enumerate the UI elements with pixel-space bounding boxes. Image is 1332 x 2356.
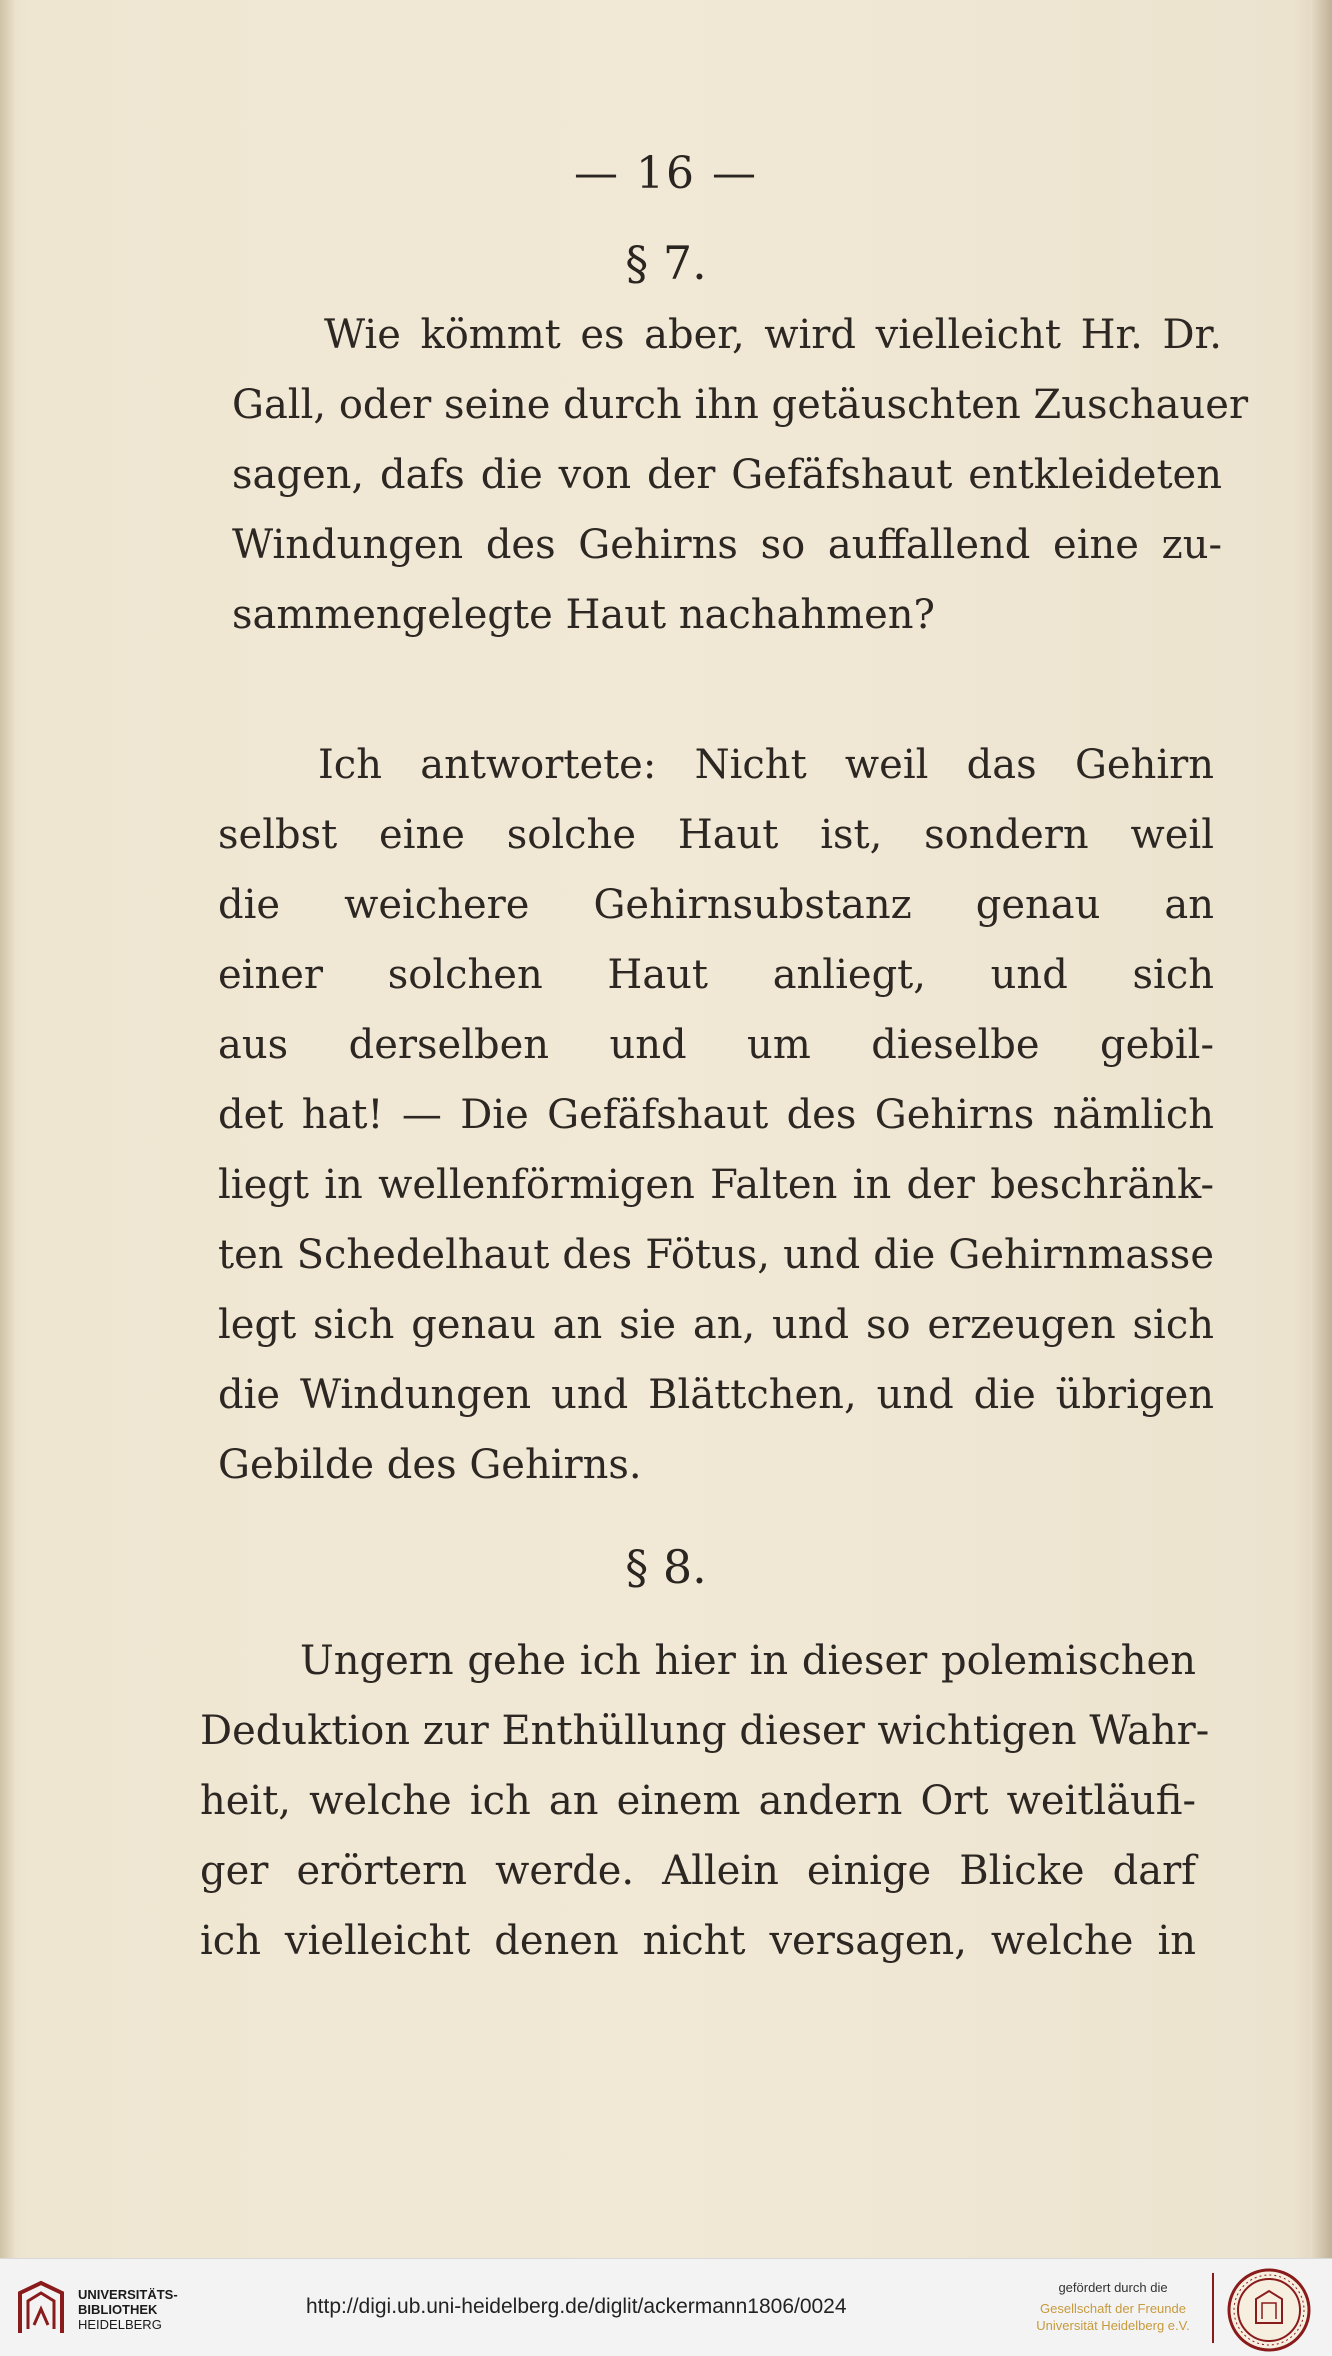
text-line: selbst eine solche Haut ist, sondern weil: [218, 812, 1214, 858]
page-number: — 16 —: [574, 148, 758, 199]
paragraph-7-1: [232, 300, 1249, 650]
text-line: die weichere Gehirnsubstanz genau an: [218, 882, 1214, 928]
text-line: die Windungen und Blättchen, und die übrigen: [218, 1372, 1214, 1418]
text-line: sagen, dafs die von der Gefäfshaut entkleideten: [232, 452, 1222, 498]
ub-heidelberg-logo-icon: [14, 2279, 68, 2339]
text-line: ich vielleicht denen nicht versagen, welche in: [200, 1918, 1196, 1964]
text-line: Ungern gehe ich hier in dieser polemischen: [300, 1638, 1196, 1684]
text-line: ten Schedelhaut des Fötus, und die Gehirnmasse: [218, 1232, 1214, 1278]
library-name-line: HEIDELBERG: [78, 2317, 162, 2332]
text-line: heit, welche ich an einem andern Ort weitläufi-: [200, 1778, 1196, 1824]
university-seal-icon: [1226, 2267, 1312, 2353]
page-url-link[interactable]: http://digi.ub.uni-heidelberg.de/diglit/ackermann1806/0024: [306, 2295, 847, 2318]
society-name-line: Universität Heidelberg e.V.: [1036, 2318, 1190, 2333]
library-name-line: BIBLIOTHEK: [78, 2302, 158, 2317]
text-line: Gall, oder seine durch ihn getäuschten Zuschauer: [232, 382, 1249, 428]
footer-divider: [1212, 2273, 1214, 2343]
paragraph-7-2: [218, 730, 1214, 1500]
footer-bar: [0, 2258, 1332, 2356]
paragraph-8-1: [200, 1626, 1210, 1976]
library-name: [78, 2287, 178, 2332]
text-line: det hat! — Die Gefäfshaut des Gehirns nämlich: [218, 1092, 1214, 1138]
text-line: ger erörtern werde. Allein einige Blicke darf: [200, 1848, 1196, 1894]
text-line: sammengelegte Haut nachahmen?: [232, 592, 935, 638]
text-line: Wie kömmt es aber, wird vielleicht Hr. Dr.: [324, 312, 1222, 358]
section-title-7: § 7.: [625, 236, 707, 290]
text-line: legt sich genau an sie an, und so erzeugen sich: [218, 1302, 1214, 1348]
sponsored-by-text: gefördert durch die: [1058, 2280, 1168, 2295]
text-line: Ich antwortete: Nicht weil das Gehirn: [318, 742, 1214, 788]
page-edge-right: [1310, 0, 1332, 2258]
text-line: Gebilde des Gehirns.: [218, 1442, 642, 1488]
text-line: Deduktion zur Enthüllung dieser wichtigen Wahr-: [200, 1708, 1210, 1754]
library-name-line: UNIVERSITÄTS-: [78, 2287, 178, 2302]
page-edge-left: [0, 0, 14, 2258]
text-line: aus derselben und um dieselbe gebil-: [218, 1022, 1214, 1068]
sponsor-block: [1018, 2279, 1208, 2334]
text-line: Windungen des Gehirns so auffallend eine zu-: [232, 522, 1222, 568]
text-line: einer solchen Haut anliegt, und sich: [218, 952, 1214, 998]
society-name-line: Gesellschaft der Freunde: [1040, 2301, 1186, 2316]
text-line: liegt in wellenförmigen Falten in der beschränk-: [218, 1162, 1214, 1208]
section-title-8: § 8.: [625, 1540, 707, 1594]
